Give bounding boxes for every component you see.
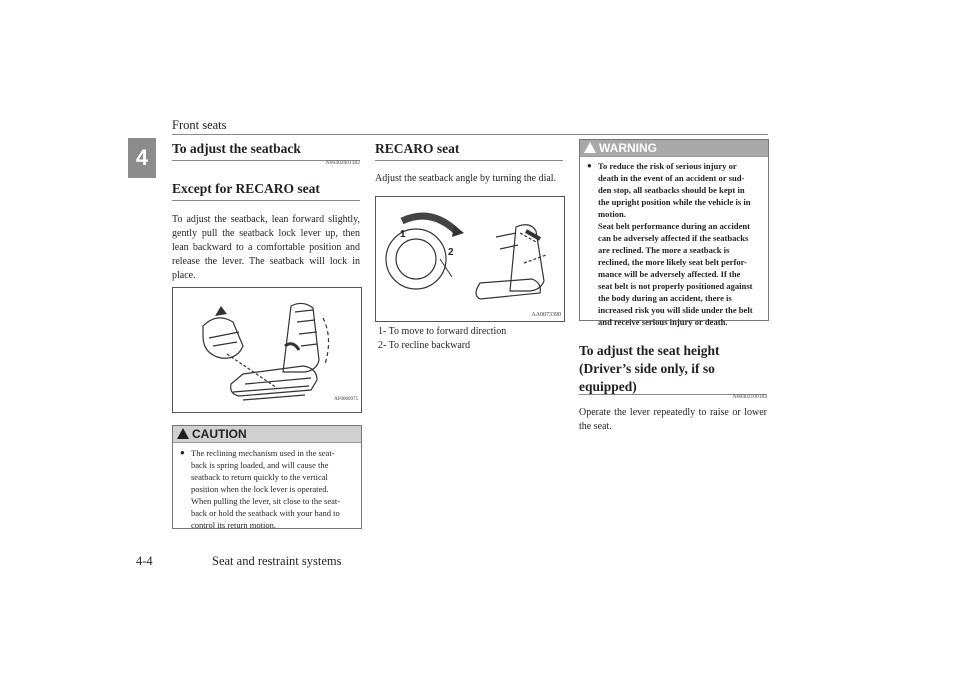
page-number: 4-4 xyxy=(136,554,153,568)
bullet-icon: ● xyxy=(180,448,185,457)
warning-text xyxy=(580,157,768,332)
list-item: 2- To recline backward xyxy=(378,340,471,351)
caution-line: The reclining mechanism used in the seat- xyxy=(191,448,335,458)
callout-2: 2 xyxy=(448,247,454,258)
section-rule xyxy=(375,160,563,161)
header-rule xyxy=(172,134,768,135)
body-paragraph: Operate the lever repeatedly to raise or lower the seat. xyxy=(579,407,767,432)
caution-line: control its return motion. xyxy=(191,520,276,530)
warning-line: the body during an accident, there is xyxy=(598,293,732,303)
warning-header xyxy=(580,140,768,157)
caution-line: When pulling the lever, sit close to the seat- xyxy=(191,496,341,506)
footer-section: Seat and restraint systems xyxy=(212,554,342,568)
reference-code: N00402100184 xyxy=(732,394,767,400)
body-paragraph: To adjust the seatback, lean forward slightly, gently pull the seatback lock lever up, then lean backward to a comfortable position and release the lever. The seatback will lock in place. xyxy=(172,214,360,281)
caution-line: back is spring loaded, and will cause the xyxy=(191,460,329,470)
warning-box xyxy=(579,139,769,327)
warning-line: Seat belt performance during an accident xyxy=(598,221,751,231)
subsection-title: Except for RECARO seat xyxy=(172,181,320,196)
warning-line: are reclined. The more a seatback is xyxy=(598,245,730,255)
bullet-icon: ● xyxy=(587,161,592,170)
section-title-seat-height xyxy=(579,342,767,396)
figure-code: AF0060975 xyxy=(334,397,358,402)
list-item: 1- To move to forward direction xyxy=(378,326,507,337)
section-title-adjust-seatback: To adjust the seatback xyxy=(172,141,301,156)
warning-line: motion. xyxy=(598,209,626,219)
caution-header xyxy=(173,426,361,443)
warning-line: mance will be adversely affected. If the xyxy=(598,269,741,279)
warning-line: reclined, the more likely seat belt perfor- xyxy=(598,257,747,267)
caution-title: CAUTION xyxy=(192,427,247,441)
figure-code: AA0073390 xyxy=(531,312,561,318)
recaro-dial-figure xyxy=(375,196,565,322)
caution-text xyxy=(173,443,361,535)
warning-title: WARNING xyxy=(599,141,657,155)
caution-line: back or hold the seatback with your hand to xyxy=(191,508,340,518)
seat-illustration xyxy=(173,288,361,412)
reference-code: N00402001382 xyxy=(325,160,360,166)
caution-box xyxy=(172,425,362,529)
page-footer xyxy=(136,554,342,569)
warning-triangle-icon xyxy=(584,142,596,153)
callout-1: 1 xyxy=(400,229,406,240)
heading-line: equipped) xyxy=(579,379,637,394)
body-paragraph: Adjust the seatback angle by turning the dial. xyxy=(375,173,557,184)
warning-line: death in the event of an accident or sud- xyxy=(598,173,745,183)
warning-line: and receive serious injury or death. xyxy=(598,317,728,327)
heading-line: To adjust the seat height xyxy=(579,343,720,358)
caution-line: seatback to return quickly to the vertical xyxy=(191,472,328,482)
warning-line: the upright position while the vehicle is in xyxy=(598,197,751,207)
warning-line: can be adversely affected if the seatbacks xyxy=(598,233,749,243)
warning-line: increased risk you will slide under the belt xyxy=(598,305,753,315)
section-title-recaro: RECARO seat xyxy=(375,141,460,156)
dial-illustration xyxy=(376,197,564,321)
warning-line: seat belt is not properly positioned against xyxy=(598,281,753,291)
warning-line: den stop, all seatbacks should be kept in xyxy=(598,185,745,195)
section-rule xyxy=(172,200,360,201)
warning-triangle-icon xyxy=(177,428,189,439)
chapter-tab: 4 xyxy=(128,138,156,178)
warning-line: To reduce the risk of serious injury or xyxy=(598,161,737,171)
heading-line: (Driver’s side only, if so xyxy=(579,361,715,376)
seatback-lever-figure xyxy=(172,287,362,413)
page-header-title: Front seats xyxy=(172,118,227,132)
caution-line: position when the lock lever is operated. xyxy=(191,484,329,494)
